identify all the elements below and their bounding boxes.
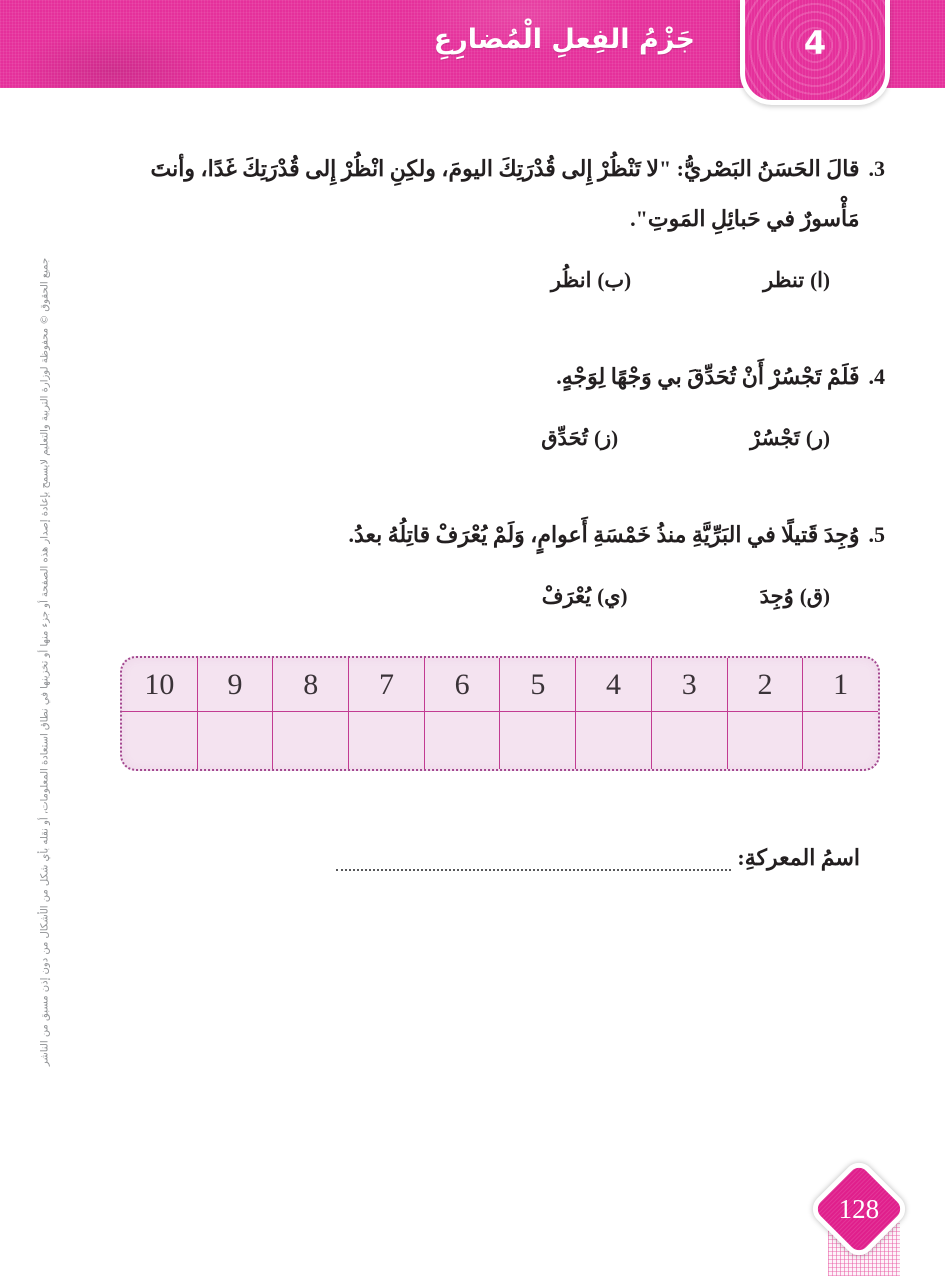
answer-table-number-row	[122, 658, 878, 712]
question-5-line	[95, 510, 885, 560]
question-5	[95, 510, 885, 616]
question-5-number: 5.	[868, 522, 885, 547]
exercise-content	[0, 88, 945, 871]
question-4-line	[95, 352, 885, 402]
question-4-option-a	[750, 418, 830, 458]
battle-name-row	[95, 841, 860, 871]
table-number-cell: 9	[197, 658, 273, 711]
option-letter: (ر)	[805, 426, 830, 450]
question-4	[95, 352, 885, 458]
table-number-cell: 3	[651, 658, 727, 711]
answer-cell[interactable]	[122, 712, 197, 769]
question-3-line	[95, 144, 885, 244]
question-3	[95, 144, 885, 300]
table-number-cell: 10	[144, 667, 175, 701]
question-5-option-b	[542, 576, 628, 616]
battle-name-label: اسمُ المعركةِ:	[737, 845, 860, 870]
answer-table-blank-row	[122, 712, 878, 769]
table-number-cell: 4	[575, 658, 651, 711]
question-4-text: فَلَمْ تَجْسُرْ أَنْ تُحَدِّقَ بي وَجْهًا لِوَجْهٍ.	[556, 364, 860, 389]
table-number-cell: 5	[499, 658, 575, 711]
table-number-cell: 8	[272, 658, 348, 711]
option-letter: (ق)	[799, 584, 830, 608]
option-text: وُجِدَ	[759, 584, 794, 608]
table-number-cell: 2	[727, 658, 803, 711]
question-3-options	[95, 260, 885, 300]
option-letter: (ب)	[597, 268, 632, 292]
option-text: تُحَدِّق	[541, 426, 588, 450]
question-4-option-b	[541, 418, 618, 458]
answer-cell[interactable]	[802, 712, 878, 769]
question-4-options	[95, 418, 885, 458]
question-3-number: 3.	[868, 156, 885, 181]
question-3-option-b	[551, 260, 631, 300]
option-letter: (ز)	[593, 426, 619, 450]
question-3-option-a	[763, 260, 830, 300]
table-number-cell: 1	[802, 658, 878, 711]
table-number-cell: 6	[424, 658, 500, 711]
lesson-number: 4	[803, 24, 827, 62]
lesson-title: جَزْمُ الفِعلِ الْمُضارِعِ	[433, 24, 695, 55]
answer-cell[interactable]	[424, 712, 500, 769]
answer-cell[interactable]	[197, 712, 273, 769]
answer-table	[120, 656, 880, 771]
lesson-header-banner	[0, 0, 945, 88]
question-3-text: قالَ الحَسَنُ البَصْريُّ: "لا تَنْظُرْ إِلى قُدْرَتِكَ اليومَ، ولكِنِ انْظُرْ إِلى قُدْرَتِكَ غَدًا، وأنتَ مَأْسورٌ في حَبائِلِ المَوتِ".	[150, 156, 860, 231]
battle-name-blank[interactable]	[336, 841, 731, 871]
option-text: يُعْرَفْ	[541, 584, 592, 608]
answer-cell[interactable]	[727, 712, 803, 769]
question-5-text: وُجِدَ قَتيلًا في البَرِّيَّةِ منذُ خَمْسَةِ أَعوامٍ، وَلَمْ يُعْرَفْ قاتِلُهُ بعدُ.	[348, 522, 860, 547]
question-5-option-a	[760, 576, 830, 616]
option-text: تَجْسُرْ	[750, 426, 800, 450]
question-4-number: 4.	[868, 364, 885, 389]
option-text: تنظر	[763, 268, 805, 292]
copyright-sidebar: جميع الحقوق © محفوظة لوزارة التربية والتعليم لايسمح بإعادة إصدار هذه الصفحة أو جزء منها أو تخزينها في نطاق استعادة المعلومات، أو نقله بأي شكل من الأشكال من دون إذن مسبق من الناشر	[39, 257, 51, 1067]
option-letter: (ا)	[810, 268, 830, 292]
option-text: انظُر	[550, 268, 592, 292]
answer-cell[interactable]	[499, 712, 575, 769]
question-5-options	[95, 576, 885, 616]
table-number-cell: 7	[348, 658, 424, 711]
page-number: 128	[838, 1193, 880, 1224]
answer-cell[interactable]	[575, 712, 651, 769]
option-letter: (ي)	[597, 584, 628, 608]
answer-cell[interactable]	[348, 712, 424, 769]
answer-cell[interactable]	[651, 712, 727, 769]
answer-cell[interactable]	[272, 712, 348, 769]
